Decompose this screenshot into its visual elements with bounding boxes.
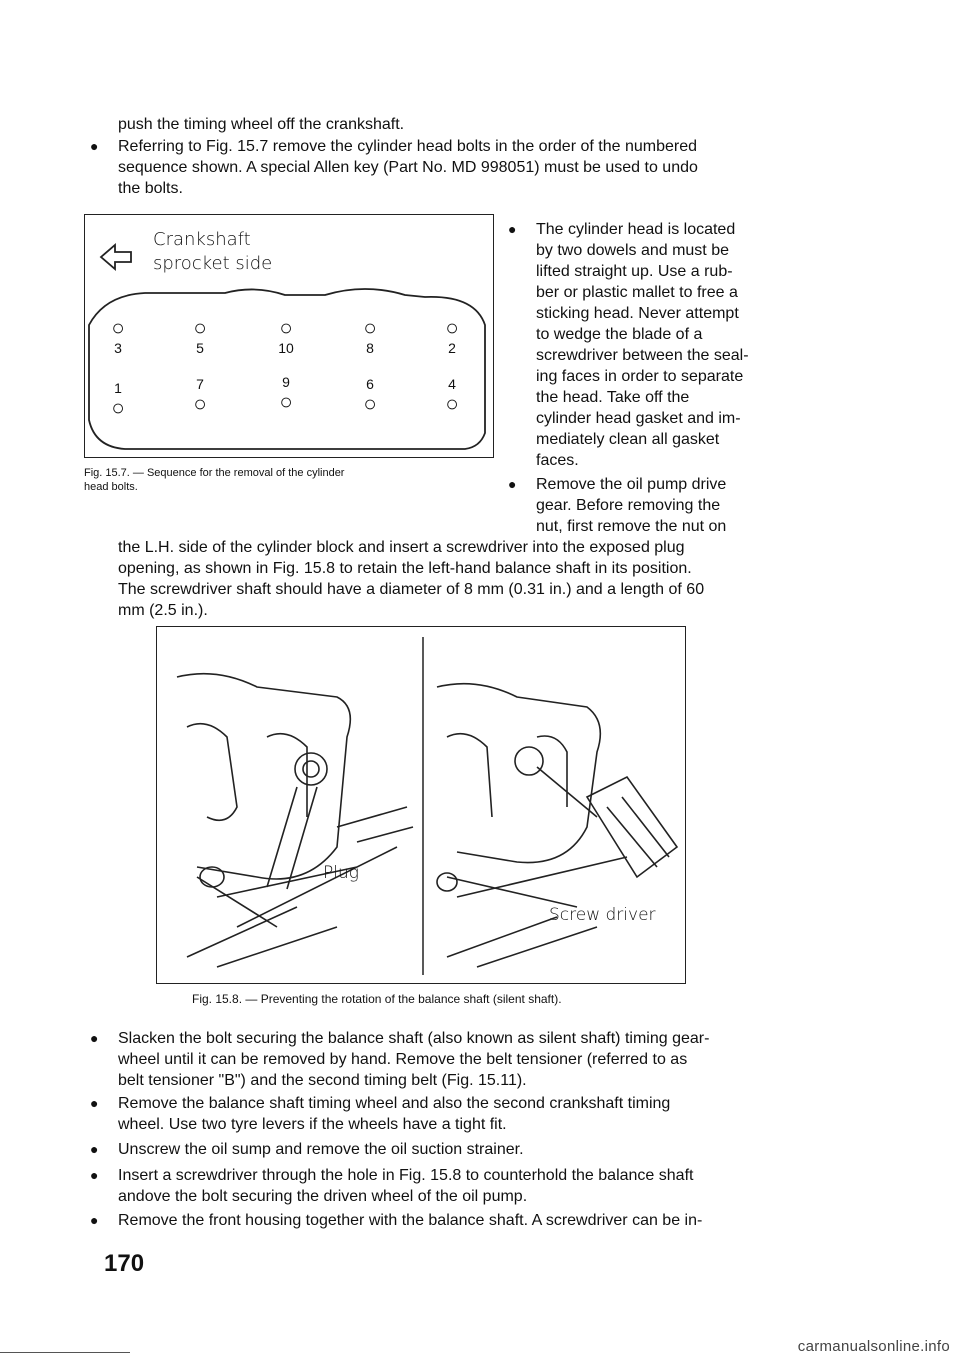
text-line: sequence shown. A special Allen key (Part No. MD 998051) must be used to undo bbox=[118, 159, 698, 176]
text-line: mm (2.5 in.). bbox=[118, 602, 208, 619]
fig-label-line: Crankshaft bbox=[153, 229, 251, 250]
bullet-icon: ● bbox=[90, 138, 99, 154]
bullet-icon: ● bbox=[90, 1212, 99, 1228]
bullet-item bbox=[508, 474, 727, 495]
bullet-item bbox=[508, 219, 736, 240]
bullet-icon: ● bbox=[90, 1095, 99, 1111]
text-line: Remove the balance shaft timing wheel and also the second crankshaft timing bbox=[118, 1095, 671, 1112]
figure-15-8 bbox=[156, 626, 686, 984]
bullet-icon: ● bbox=[90, 1167, 99, 1183]
bullet-icon: ● bbox=[508, 476, 517, 492]
text-line: sticking head. Never attempt bbox=[536, 305, 739, 322]
text-line: Remove the front housing together with the balance shaft. A screwdriver can be in- bbox=[118, 1212, 703, 1229]
text-line: andove the bolt securing the driven wheel of the oil pump. bbox=[118, 1188, 528, 1205]
bullet-item bbox=[90, 1165, 694, 1186]
text-line: cylinder head gasket and im- bbox=[536, 410, 741, 427]
text-line: nut, first remove the nut on bbox=[536, 518, 727, 535]
text-line: wheel until it can be removed by hand. Remove the belt tensioner (referred to as bbox=[118, 1051, 688, 1068]
text-line: the bolts. bbox=[118, 180, 183, 197]
text-line: the head. Take off the bbox=[536, 389, 690, 406]
bullet-item bbox=[90, 1093, 671, 1114]
text-line: the L.H. side of the cylinder block and insert a screwdriver into the exposed plug bbox=[118, 539, 685, 556]
bolt-2: ○ 2 bbox=[445, 315, 459, 356]
bullet-item bbox=[90, 1028, 710, 1049]
bolt-3: ○ 3 bbox=[111, 315, 125, 356]
figure-caption: head bolts. bbox=[84, 481, 138, 493]
text-line: ber or plastic mallet to free a bbox=[536, 284, 738, 301]
bolt-6: 6 ○ bbox=[363, 376, 377, 416]
text-line: belt tensioner "B") and the second timing belt (Fig. 15.11). bbox=[118, 1072, 527, 1089]
fig-label: Screw driver bbox=[549, 905, 656, 925]
text-line: push the timing wheel off the crankshaft. bbox=[118, 116, 405, 133]
watermark: carmanualsonline.info bbox=[797, 1338, 950, 1355]
text-line: Insert a screwdriver through the hole in Fig. 15.8 to counterhold the balance shaft bbox=[118, 1167, 694, 1184]
fig-label: Plug bbox=[323, 863, 359, 883]
fig-label-line: sprocket side bbox=[153, 253, 273, 274]
bullet-item bbox=[90, 136, 697, 157]
text-line: wheel. Use two tyre levers if the wheels have a tight fit. bbox=[118, 1116, 507, 1133]
text-line: The screwdriver shaft should have a diameter of 8 mm (0.31 in.) and a length of 60 bbox=[118, 581, 705, 598]
text-line: by two dowels and must be bbox=[536, 242, 729, 259]
text-line: Remove the oil pump drive bbox=[536, 476, 727, 493]
text-line: opening, as shown in Fig. 15.8 to retain the left-hand balance shaft in its position. bbox=[118, 560, 692, 577]
text-line: The cylinder head is located bbox=[536, 221, 736, 238]
bolt-1: 1 ○ bbox=[111, 380, 125, 420]
text-line: lifted straight up. Use a rub- bbox=[536, 263, 733, 280]
text-line: faces. bbox=[536, 452, 579, 469]
bullet-icon: ● bbox=[508, 221, 517, 237]
text-line: to wedge the blade of a bbox=[536, 326, 703, 343]
figure-15-7 bbox=[84, 214, 494, 458]
text-line: ing faces in order to separate bbox=[536, 368, 744, 385]
balance-shaft-drawing bbox=[157, 627, 685, 983]
text-line: screwdriver between the seal- bbox=[536, 347, 749, 364]
page-number: 170 bbox=[104, 1250, 145, 1277]
text-line: Slacken the bolt securing the balance shaft (also known as silent shaft) timing gear- bbox=[118, 1030, 710, 1047]
bolt-9: 9 ○ bbox=[279, 374, 293, 414]
bolt-10: ○ 10 bbox=[278, 315, 294, 356]
bolt-4: 4 ○ bbox=[445, 376, 459, 416]
footer-rule bbox=[0, 1352, 130, 1353]
bullet-icon: ● bbox=[90, 1141, 99, 1157]
bolt-5: ○ 5 bbox=[193, 315, 207, 356]
bullet-item bbox=[90, 1210, 703, 1231]
text-line: Unscrew the oil sump and remove the oil suction strainer. bbox=[118, 1141, 524, 1158]
figure-caption: Fig. 15.7. — Sequence for the removal of the cylinder bbox=[84, 467, 345, 479]
bolt-7: 7 ○ bbox=[193, 376, 207, 416]
bullet-icon: ● bbox=[90, 1030, 99, 1046]
figure-caption: Fig. 15.8. — Preventing the rotation of the balance shaft (silent shaft). bbox=[192, 992, 562, 1006]
text-line: Referring to Fig. 15.7 remove the cylinder head bolts in the order of the numbered bbox=[118, 138, 697, 155]
text-line: gear. Before removing the bbox=[536, 497, 721, 514]
bullet-item bbox=[90, 1139, 524, 1160]
bolt-8: ○ 8 bbox=[363, 315, 377, 356]
text-line: mediately clean all gasket bbox=[536, 431, 720, 448]
